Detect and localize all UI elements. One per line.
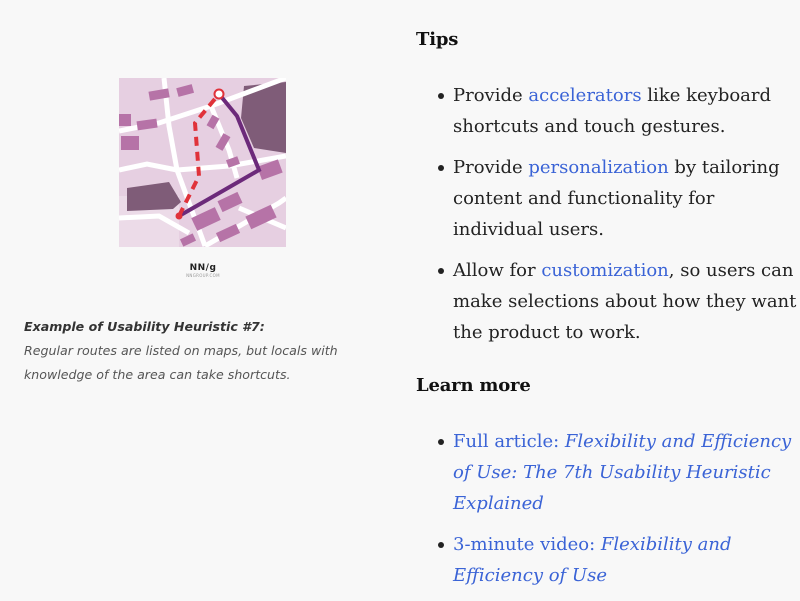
video-link[interactable]	[453, 534, 731, 586]
link-prefix: Full article:	[453, 431, 565, 452]
learn-more-list	[416, 426, 800, 601]
tip-text: Allow for	[453, 260, 542, 281]
tips-list	[416, 80, 800, 358]
list-item	[416, 529, 800, 591]
logo-mark: NN/g	[189, 263, 217, 273]
map-icon	[119, 78, 286, 247]
content-panel	[416, 0, 800, 600]
accelerators-link[interactable]: accelerators	[528, 85, 642, 106]
link-title: Flexibility and Efficiency of Use: The 7th Usability Heuristic Explained	[453, 431, 792, 514]
list-item	[416, 152, 800, 245]
tip-text: , so users can make selections about how they want the product to work.	[453, 260, 797, 343]
learn-more-heading: Learn more	[416, 375, 531, 396]
figure-panel	[0, 0, 390, 600]
customization-link[interactable]: customization	[541, 260, 669, 281]
tip-text: by tailoring content and functionality for individual users.	[453, 157, 780, 240]
logo-sub: NNGROUP.COM	[186, 273, 220, 278]
personalization-link[interactable]: personalization	[528, 157, 669, 178]
link-title: Flexibility and Efficiency of Use	[453, 534, 732, 586]
tip-text: like keyboard shortcuts and touch gestures.	[453, 85, 772, 137]
nng-logo	[186, 263, 220, 278]
tips-heading: Tips	[416, 29, 459, 50]
full-article-link[interactable]	[453, 431, 791, 514]
list-item	[416, 426, 800, 519]
tip-text: Provide	[453, 85, 529, 106]
tip-text: Provide	[453, 157, 529, 178]
list-item	[416, 80, 800, 142]
caption-lead: Example of Usability Heuristic #7:	[24, 319, 265, 334]
map-illustration	[119, 78, 286, 247]
list-item	[416, 255, 800, 348]
link-prefix: 3-minute video:	[453, 534, 601, 555]
figure-caption	[24, 315, 374, 387]
caption-text: Regular routes are listed on maps, but locals with knowledge of the area can take shortcuts.	[24, 343, 338, 382]
